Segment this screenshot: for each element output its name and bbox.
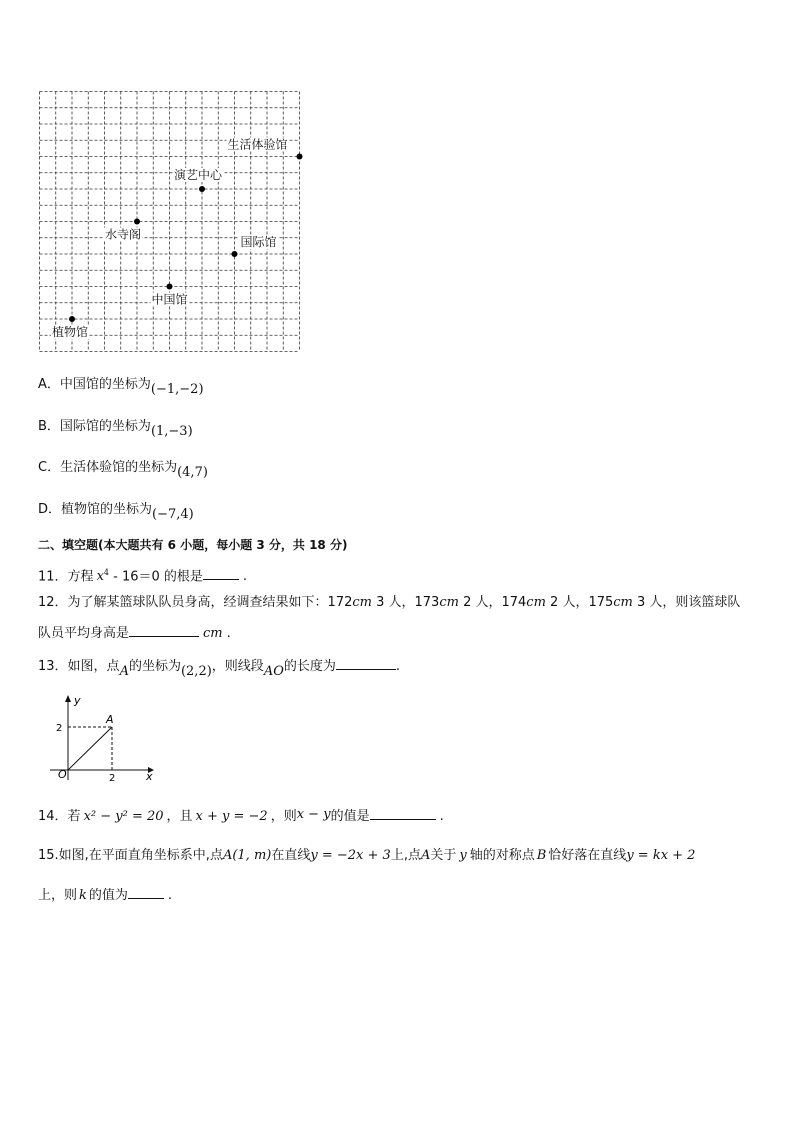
q13-mid: 的坐标为: [128, 659, 181, 674]
option-c: [38, 460, 208, 480]
segment-ao-line: [68, 727, 112, 770]
place-label: 生活体验馆: [227, 137, 288, 152]
q12-text: 队员平均身高是: [38, 626, 130, 641]
place-dot: [69, 316, 75, 322]
answer-blank: [129, 624, 199, 637]
question-number: 14．: [38, 809, 68, 824]
tick-x-label: 2: [109, 773, 116, 784]
y-axis-arrow: [65, 695, 71, 702]
option-b: [38, 419, 193, 439]
option-coord: (−7,4): [152, 507, 194, 522]
q14-pre: 若: [67, 809, 81, 824]
line-equation-1: y = −2x + 3: [310, 848, 391, 863]
answer-blank: [128, 886, 164, 899]
option-letter: C．: [38, 460, 61, 475]
var-k: k: [79, 888, 87, 903]
place-dot: [134, 219, 140, 225]
answer-blank: [370, 807, 436, 820]
q12-text: 3 人，173: [371, 595, 440, 610]
segment-ao: AO: [263, 664, 284, 679]
section-title: 二、填空题(本大题共有 6 小题，每小题 3 分，共 18 分): [38, 538, 348, 552]
grid-lines: [40, 92, 300, 352]
place-dot: [232, 251, 238, 257]
q12-text: 2 人，175: [545, 595, 614, 610]
q12-end: .: [226, 626, 231, 641]
question-12-line1: [38, 595, 740, 611]
place-dot: [167, 284, 173, 290]
place-label: 演艺中心: [174, 168, 223, 182]
point-a-coord: A(1, m): [222, 848, 272, 863]
q11-var: x: [96, 569, 104, 585]
line-equation-2: y = kx + 2: [626, 848, 696, 863]
option-text: 植物馆的坐标为: [61, 502, 153, 517]
equation-1: x² − y² = 20: [83, 809, 164, 824]
q12-text: 2 人，174: [458, 595, 527, 610]
option-coord: (−1,−2): [150, 382, 204, 397]
q15-text: 轴的对称点: [469, 848, 535, 863]
place-label: 水寺阁: [105, 227, 142, 242]
q15-text: 恰好落在直线: [548, 848, 627, 863]
option-a: [38, 377, 204, 397]
point-a: A: [420, 848, 431, 863]
option-d: [38, 502, 194, 522]
point-b: B: [536, 848, 547, 863]
q11-post: - 16＝0 的根是: [109, 569, 203, 585]
tick-y-label: 2: [56, 723, 63, 734]
place-label: 国际馆: [240, 235, 277, 249]
q15-text: 上，则: [38, 888, 78, 903]
question-number: 13．: [38, 659, 68, 674]
q15-text: 在直线: [271, 848, 311, 863]
q15-end: .: [167, 888, 173, 903]
unit-cm: cm: [439, 595, 459, 610]
q12-text: 12．为了解某篮球队队员身高，经调查结果如下：172: [38, 595, 353, 610]
q13-pre: 如图，点: [67, 659, 120, 674]
unit-cm: cm: [526, 595, 546, 610]
origin-label: O: [58, 768, 67, 781]
q14-mid: ，且: [166, 809, 193, 824]
y-axis-label: y: [74, 694, 81, 707]
expression: x − y: [296, 807, 331, 822]
q15-text: 关于: [430, 848, 457, 863]
question-number: 11．: [38, 569, 68, 585]
q11-pre: 方程: [67, 569, 94, 585]
unit-cm: cm: [613, 595, 633, 610]
y-axis-name: y: [459, 848, 467, 863]
option-coord: (4,7): [177, 465, 208, 480]
option-letter: A．: [38, 377, 60, 392]
q15-text: 的值为: [88, 888, 128, 903]
q15-text: 15.如图,在平面直角坐标系中,点: [38, 848, 223, 863]
q12-text: 3 人，则该篮球队: [632, 595, 741, 610]
point-a: A: [119, 664, 129, 679]
answer-blank: [203, 567, 239, 580]
q11-exponent: 4: [103, 568, 109, 577]
unit-cm: cm: [352, 595, 372, 610]
q13-end: .: [395, 659, 401, 674]
q13-mid2: ，则线段: [211, 659, 264, 674]
q14-mid2: ，则: [270, 809, 297, 824]
option-coord: (1,−3): [150, 424, 193, 439]
place-label: 植物馆: [52, 325, 89, 339]
question-12-line2: [38, 624, 231, 642]
q14-post: 的值是: [330, 809, 370, 824]
place-dot: [199, 186, 205, 192]
question-14: [38, 807, 444, 825]
question-15-line2: [38, 886, 172, 904]
x-axis-label: x: [146, 770, 153, 783]
equation-2: x + y = −2: [195, 809, 268, 824]
option-text: 生活体验馆的坐标为: [60, 460, 178, 475]
question-13: [38, 657, 401, 679]
answer-blank: [336, 657, 396, 670]
q15-text: 上,点: [390, 848, 421, 863]
q14-end: .: [439, 809, 444, 824]
option-text: 中国馆的坐标为: [59, 377, 151, 392]
coord: (2,2): [180, 664, 212, 679]
map-grid-figure: [38, 90, 303, 354]
unit-cm: cm: [203, 626, 223, 641]
q11-end: .: [242, 569, 248, 585]
q13-post: 的长度为: [283, 659, 336, 674]
option-letter: D．: [38, 502, 62, 517]
option-text: 国际馆的坐标为: [59, 419, 151, 434]
option-letter: B．: [38, 419, 60, 434]
q13-coordinate-figure: [44, 690, 164, 785]
place-dot: [297, 154, 303, 160]
point-a-label: A: [106, 713, 114, 726]
question-15-line1: [38, 848, 695, 864]
place-label: 中国馆: [151, 292, 188, 307]
question-11: [38, 565, 247, 585]
